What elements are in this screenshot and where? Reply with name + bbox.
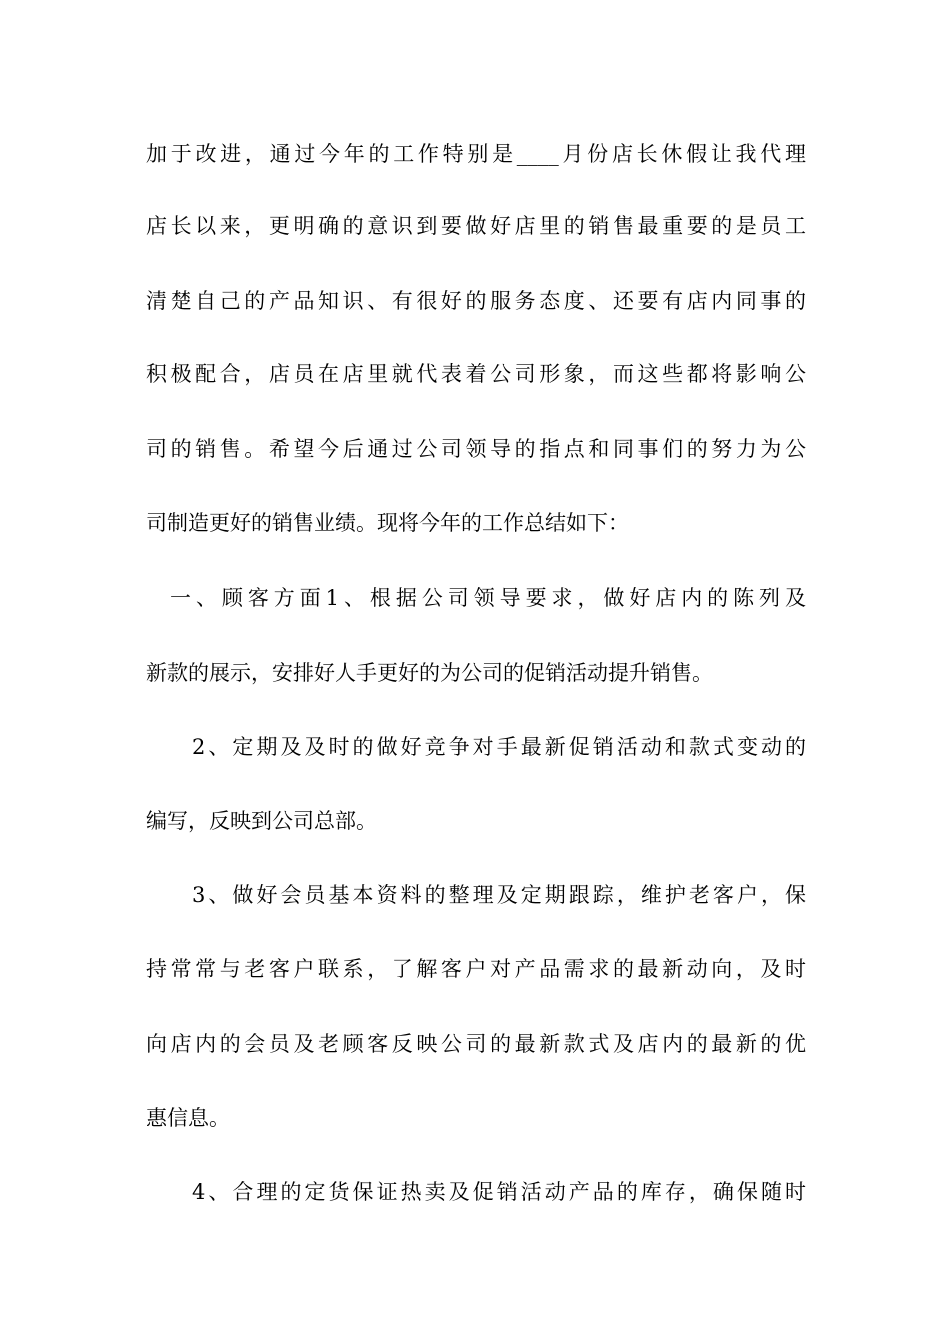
paragraph-line-4: 积极配合，店员在店里就代表着公司形象，而这些都将影响公 [146, 362, 806, 386]
paragraph-line-6: 司制造更好的销售业绩。现将今年的工作总结如下： [146, 511, 629, 535]
list-item-4-line-1: 4、合理的定货保证热卖及促销活动产品的库存，确保随时 [192, 1180, 806, 1204]
list-item-3-line-4: 惠信息。 [146, 1106, 230, 1130]
list-item-3-line-2: 持常常与老客户联系，了解客户对产品需求的最新动向，及时 [146, 957, 806, 981]
list-item-2-line-1: 2、定期及及时的做好竞争对手最新促销活动和款式变动的 [192, 735, 806, 759]
paragraph-line-2: 店长以来，更明确的意识到要做好店里的销售最重要的是员工 [146, 214, 806, 238]
list-item-3-line-1: 3、做好会员基本资料的整理及定期跟踪，维护老客户，保 [192, 883, 806, 907]
section-heading-customers: 一、顾客方面1、根据公司领导要求，做好店内的陈列及 [170, 586, 806, 610]
paragraph-line-8: 新款的展示，安排好人手更好的为公司的促销活动提升销售。 [146, 661, 713, 685]
list-item-2-line-2: 编写，反映到公司总部。 [146, 809, 377, 833]
list-item-3-line-3: 向店内的会员及老顾客反映公司的最新款式及店内的最新的优 [146, 1032, 806, 1056]
paragraph-line-1: 加于改进，通过今年的工作特别是____月份店长休假让我代理 [146, 142, 806, 166]
paragraph-line-5: 司的销售。希望今后通过公司领导的指点和同事们的努力为公 [146, 437, 806, 461]
paragraph-line-3: 清楚自己的产品知识、有很好的服务态度、还要有店内同事的 [146, 289, 806, 313]
